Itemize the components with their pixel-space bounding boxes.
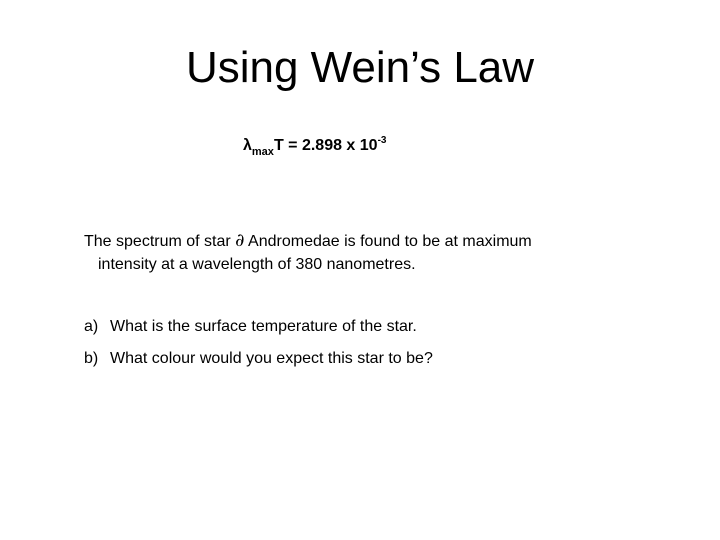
- lambda-symbol: λ: [243, 137, 252, 154]
- formula-exponent: -3: [377, 135, 387, 146]
- question-b: [84, 348, 433, 370]
- question-a-text: What is the surface temperature of the star.: [110, 318, 417, 335]
- question-a: [84, 316, 417, 338]
- slide-title: Using Wein’s Law: [185, 43, 535, 92]
- question-a-marker: a): [84, 318, 99, 335]
- question-b-text: What colour would you expect this star to be?: [110, 350, 433, 367]
- formula-main: T = 2.898 x 10: [273, 137, 378, 154]
- problem-line2: intensity at a wavelength of 380 nanometres.: [98, 256, 416, 273]
- problem-statement: [84, 229, 644, 276]
- partial-symbol: ∂: [235, 230, 245, 251]
- question-b-marker: b): [84, 350, 99, 367]
- formula-subscript: max: [251, 146, 274, 158]
- wien-formula: [243, 134, 386, 160]
- problem-line1-suffix: Andromedae is found to be at maximum: [244, 233, 532, 250]
- problem-line1-prefix: The spectrum of star: [84, 233, 236, 250]
